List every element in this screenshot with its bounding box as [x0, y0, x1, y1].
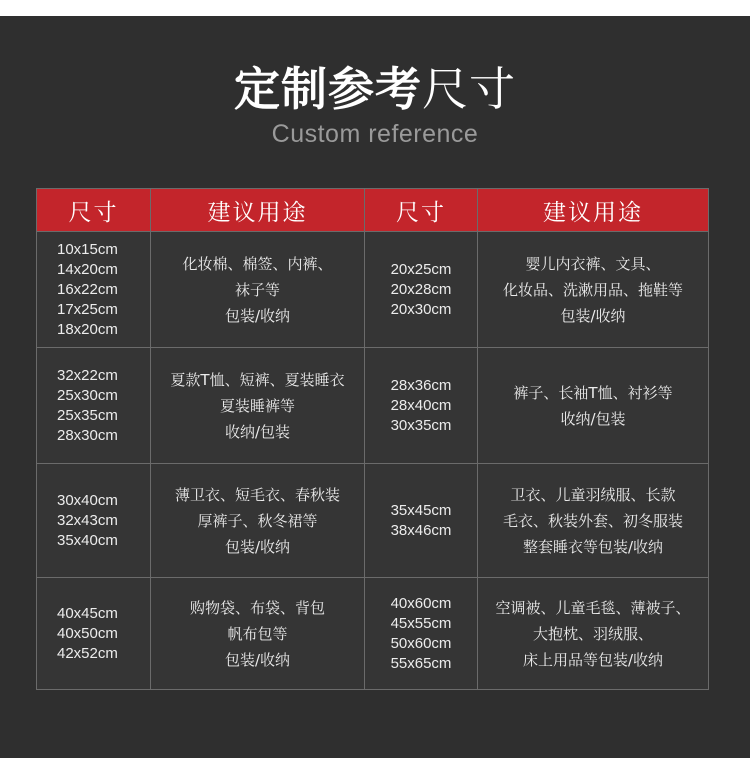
page-subtitle: Custom reference — [271, 120, 479, 148]
size-cell — [37, 348, 151, 464]
size-value: 45x55cm — [390, 614, 452, 632]
use-text: 包装/收纳 — [224, 537, 291, 556]
use-text: 床上用品等包装/收纳 — [522, 650, 664, 669]
size-value: 55x65cm — [390, 654, 452, 672]
size-value: 35x40cm — [57, 531, 118, 549]
size-value: 32x22cm — [57, 366, 118, 384]
use-text: 裤子、长袖T恤、衬衫等 — [513, 383, 673, 402]
size-value: 30x35cm — [390, 416, 452, 434]
use-cell — [151, 464, 365, 578]
use-cell — [478, 578, 709, 690]
size-value: 40x50cm — [57, 624, 118, 642]
size-value: 17x25cm — [57, 300, 118, 318]
size-value: 16x22cm — [57, 280, 118, 298]
size-value: 18x20cm — [57, 320, 118, 338]
size-value: 10x15cm — [57, 240, 118, 258]
use-text: 整套睡衣等包装/收纳 — [522, 537, 664, 556]
size-cell — [37, 232, 151, 348]
use-text: 收纳/包装 — [560, 409, 626, 428]
size-cell — [37, 578, 151, 690]
size-cell — [365, 464, 478, 578]
size-value: 20x30cm — [390, 300, 452, 318]
size-value: 25x35cm — [57, 406, 118, 424]
use-cell — [151, 578, 365, 690]
use-text: 袜子等 — [234, 280, 280, 299]
use-text: 薄卫衣、短毛衣、春秋装 — [174, 485, 340, 504]
size-value: 42x52cm — [57, 644, 118, 662]
size-value: 28x40cm — [390, 396, 452, 414]
title-bold: 定制参考 — [234, 62, 422, 116]
use-text: 收纳/包装 — [224, 422, 291, 441]
use-text: 毛衣、秋装外套、初冬服装 — [502, 511, 683, 530]
table-row — [37, 464, 709, 578]
table-header-row — [37, 189, 709, 232]
use-text: 大抱枕、羽绒服、 — [532, 624, 653, 643]
table-row — [37, 232, 709, 348]
use-cell — [478, 232, 709, 348]
size-reference-table — [36, 188, 709, 690]
size-value: 32x43cm — [57, 511, 118, 529]
size-cell — [365, 348, 478, 464]
size-value: 25x30cm — [57, 386, 118, 404]
header-size: 尺寸 — [37, 189, 151, 232]
use-text: 帆布包等 — [227, 624, 288, 643]
use-text: 化妆棉、棉签、内裤、 — [182, 254, 333, 273]
size-value: 40x60cm — [390, 594, 452, 612]
use-text: 婴儿内衣裤、文具、 — [525, 254, 661, 273]
size-value: 28x36cm — [390, 376, 452, 394]
size-value: 50x60cm — [390, 634, 452, 652]
size-value: 20x28cm — [390, 280, 452, 298]
size-value: 20x25cm — [390, 260, 452, 278]
header-size: 尺寸 — [365, 189, 478, 232]
use-text: 购物袋、布袋、背包 — [189, 598, 325, 617]
size-value: 38x46cm — [390, 521, 452, 539]
size-value: 35x45cm — [390, 501, 452, 519]
size-cell — [365, 232, 478, 348]
use-text: 包装/收纳 — [560, 306, 626, 325]
size-value: 40x45cm — [57, 604, 118, 622]
header-use: 建议用途 — [151, 189, 365, 232]
size-cell — [365, 578, 478, 690]
use-cell — [478, 464, 709, 578]
use-text: 夏装睡裤等 — [219, 396, 295, 415]
use-text: 包装/收纳 — [224, 306, 291, 325]
header-use: 建议用途 — [478, 189, 709, 232]
size-value: 30x40cm — [57, 491, 118, 509]
use-cell — [478, 348, 709, 464]
use-text: 卫衣、儿童羽绒服、长款 — [510, 485, 676, 504]
page-title — [0, 60, 750, 118]
size-cell — [37, 464, 151, 578]
size-value: 14x20cm — [57, 260, 118, 278]
use-text: 包装/收纳 — [224, 650, 291, 669]
table-row — [37, 348, 709, 464]
use-text: 空调被、儿童毛毯、薄被子、 — [495, 598, 691, 617]
title-light: 尺寸 — [422, 62, 516, 116]
use-text: 化妆品、洗漱用品、拖鞋等 — [502, 280, 683, 299]
use-cell — [151, 348, 365, 464]
use-text: 夏款T恤、短裤、夏装睡衣 — [170, 370, 345, 389]
size-value: 28x30cm — [57, 426, 118, 444]
table-row — [37, 578, 709, 690]
use-cell — [151, 232, 365, 348]
use-text: 厚裤子、秋冬裙等 — [197, 511, 318, 530]
